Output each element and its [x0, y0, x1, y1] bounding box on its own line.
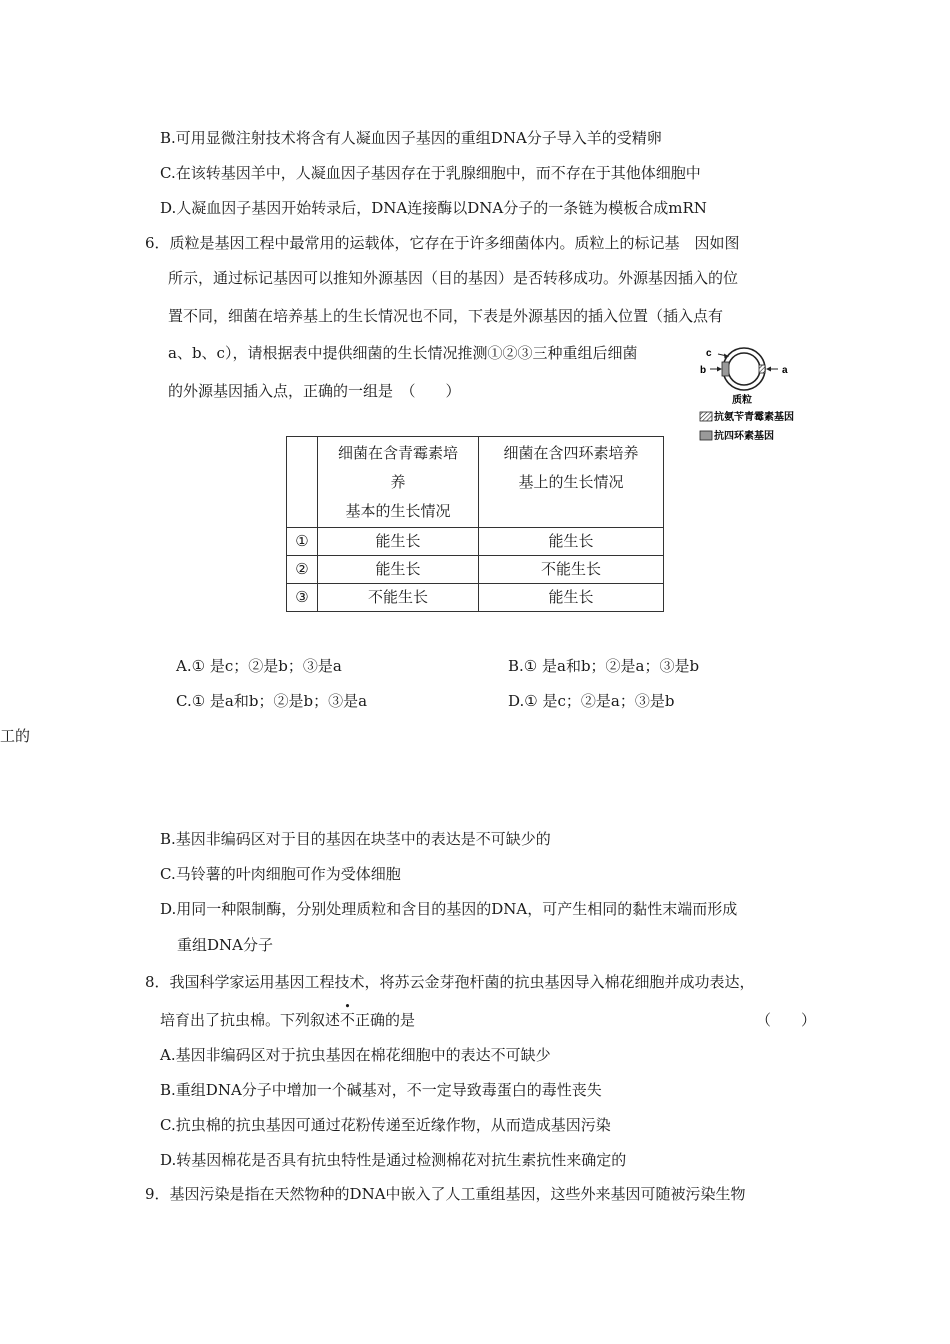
q6-option-b: B.① 是a和b；②是a；③是b	[508, 657, 700, 675]
row-tetracycline: 能生长	[479, 528, 664, 556]
table-header-blank	[287, 437, 318, 528]
table-row	[287, 556, 664, 584]
legend-tetracycline: 抗四环素基因	[714, 431, 774, 442]
plasmid-diagram	[698, 340, 818, 446]
q8-option-b: B.重组DNA分子中增加一个碱基对，不一定导致毒蛋白的毒性丧失	[160, 1081, 602, 1099]
header-penicillin-line1: 细菌在含青霉素培	[337, 444, 458, 462]
row-penicillin: 能生长	[318, 556, 479, 584]
q8-answer-bracket: （ ）	[756, 1011, 817, 1029]
legend-swatch-tetracycline	[700, 431, 712, 440]
q6-option-c: C.① 是a和b；②是b；③是a	[176, 692, 368, 710]
tetracycline-resistance-segment	[722, 362, 729, 376]
growth-table	[286, 436, 664, 612]
table-header-penicillin	[318, 437, 479, 528]
q6-option-d: D.① 是c；②是a；③是b	[508, 692, 675, 710]
q8-stem-line2	[160, 1000, 416, 1030]
q8-option-c: C.抗虫棉的抗虫基因可通过花粉传递至近缘作物，从而造成基因污染	[160, 1116, 611, 1134]
q9-stem-line1: 9．基因污染是指在天然物种的DNA中嵌入了人工重组基因，这些外来基因可随被污染生物	[145, 1185, 746, 1203]
q6-stem-line1: 6．质粒是基因工程中最常用的运载体，它存在于许多细菌体内。质粒上的标记基 因如图	[145, 234, 740, 252]
plasmid-caption: 质粒	[732, 395, 752, 406]
q7-option-b: B.基因非编码区对于目的基因在块茎中的表达是不可缺少的	[160, 830, 551, 848]
q6-stem-line3: 置不同，细菌在培养基上的生长情况也不同，下表是外源基因的插入位置（插入点有	[168, 307, 724, 325]
q8-stem-text-end: 正确的是	[355, 1011, 416, 1029]
row-tetracycline: 能生长	[479, 584, 664, 612]
table-row	[287, 584, 664, 612]
legend-ampicillin: 抗氨苄青霉素基因	[714, 412, 794, 423]
emphasis-dot-icon: •	[344, 1000, 351, 1013]
insertion-point-b-arrow	[710, 367, 722, 372]
ampicillin-resistance-segment	[759, 365, 765, 373]
insertion-point-c-arrow	[718, 354, 729, 359]
label-c: c	[706, 348, 712, 359]
q8-stem-line1: 8．我国科学家运用基因工程技术，将苏云金芽孢杆菌的抗虫基因导入棉花细胞并成功表达，	[145, 973, 755, 991]
q7-stem-fragment: 工的	[0, 727, 31, 745]
q6-stem-line2: 所示，通过标记基因可以推知外源基因（目的基因）是否转移成功。外源基因插入的位	[168, 269, 739, 287]
label-b: b	[700, 365, 707, 376]
q5-option-c: C.在该转基因羊中，人凝血因子基因存在于乳腺细胞中，而不存在于其他体细胞中	[160, 164, 701, 182]
insertion-point-a-arrow	[766, 367, 778, 372]
q6-stem-line4: a、b、c），请根据表中提供细菌的生长情况推测①②③三种重组后细菌	[168, 344, 638, 362]
q5-option-d: D.人凝血因子基因开始转录后，DNA连接酶以DNA分子的一条链为模板合成mRN	[160, 199, 707, 217]
q8-stem-text: 培育出了抗虫棉。下列叙述	[160, 1011, 341, 1029]
q7-option-d-line1: D.用同一种限制酶，分别处理质粒和含目的基因的DNA，可产生相同的黏性末端而形成	[160, 900, 738, 918]
row-index: ②	[287, 556, 318, 584]
header-penicillin-line3: 基本的生长情况	[345, 502, 451, 520]
table-row	[287, 528, 664, 556]
row-tetracycline: 不能生长	[479, 556, 664, 584]
row-index: ③	[287, 584, 318, 612]
table-header-tetracycline	[479, 437, 664, 528]
legend-swatch-ampicillin	[700, 412, 712, 421]
q7-option-c: C.马铃薯的叶肉细胞可作为受体细胞	[160, 865, 401, 883]
q8-option-a: A.基因非编码区对于抗虫基因在棉花细胞中的表达不可缺少	[160, 1046, 551, 1064]
emphasis-char: 不	[340, 1011, 356, 1029]
label-a: a	[782, 365, 788, 376]
q6-stem-line5: 的外源基因插入点，正确的一组是 （ ）	[168, 382, 461, 400]
row-index: ①	[287, 528, 318, 556]
row-penicillin: 能生长	[318, 528, 479, 556]
header-tetracycline-line1: 细菌在含四环素培养	[503, 444, 639, 462]
header-penicillin-line2: 养	[390, 473, 406, 491]
q7-option-d-line2: 重组DNA分子	[177, 936, 273, 954]
q6-option-a: A.① 是c；②是b；③是a	[176, 657, 342, 675]
table-header-row	[287, 437, 664, 528]
q5-option-b: B.可用显微注射技术将含有人凝血因子基因的重组DNA分子导入羊的受精卵	[160, 129, 662, 147]
header-tetracycline-line2: 基上的生长情况	[518, 473, 624, 491]
q8-option-d: D.转基因棉花是否具有抗虫特性是通过检测棉花对抗生素抗性来确定的	[160, 1151, 627, 1169]
emphasis-dotted-char	[340, 1000, 356, 1030]
row-penicillin: 不能生长	[318, 584, 479, 612]
